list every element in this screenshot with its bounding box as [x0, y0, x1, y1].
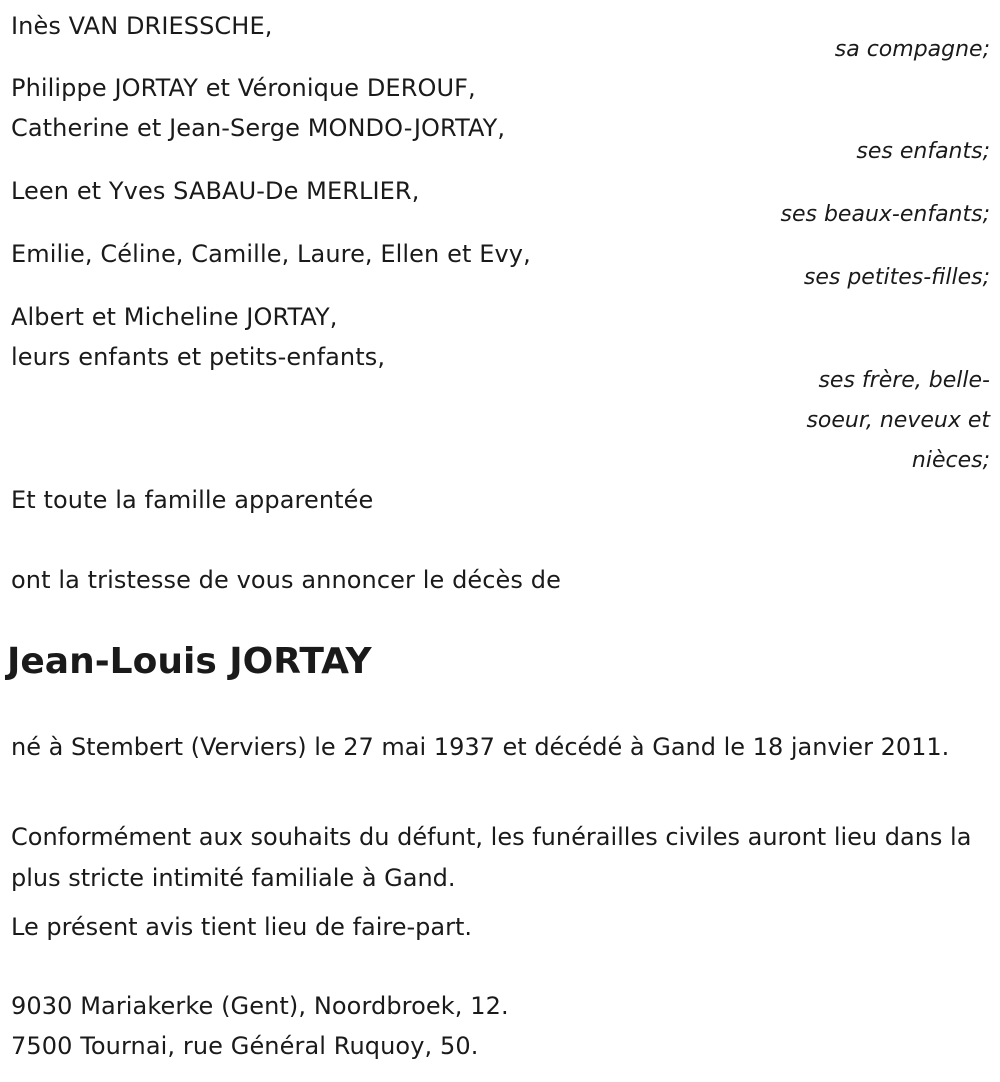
role-in-laws: ses beaux-enfants;	[780, 202, 990, 227]
family-line-8: Et toute la famille apparentée	[11, 486, 374, 514]
family-line-4: Leen et Yves SABAU-De MERLIER,	[11, 177, 420, 205]
deceased-name: Jean-Louis JORTAY	[7, 641, 372, 682]
family-line-2: Philippe JORTAY et Véronique DEROUF,	[11, 74, 476, 102]
family-line-3: Catherine et Jean-Serge MONDO-JORTAY,	[11, 114, 506, 142]
address-1: 9030 Mariakerke (Gent), Noordbroek, 12.	[11, 992, 509, 1020]
funeral-paragraph: Conformément aux souhaits du défunt, les funérailles civiles auront lieu dans la plus stricte intimité familiale à Gand.	[11, 823, 972, 892]
announcement-text: ont la tristesse de vous annoncer le décès de	[11, 566, 561, 594]
notice-paragraph: Le présent avis tient lieu de faire-part.	[11, 913, 473, 941]
family-line-6: Albert et Micheline JORTAY,	[11, 303, 338, 331]
role-siblings-line-3: nièces;	[911, 448, 990, 473]
family-line-1: Inès VAN DRIESSCHE,	[11, 12, 273, 40]
address-2: 7500 Tournai, rue Général Ruquoy, 50.	[11, 1032, 479, 1060]
role-companion: sa compagne;	[834, 37, 990, 62]
role-siblings	[770, 361, 990, 481]
birth-death-paragraph: né à Stembert (Verviers) le 27 mai 1937 et décédé à Gand le 18 janvier 2011.	[11, 733, 950, 761]
role-children: ses enfants;	[856, 139, 990, 164]
role-siblings-line-1: ses frère, belle-	[818, 368, 990, 393]
role-siblings-line-2: soeur, neveux et	[806, 408, 990, 433]
family-line-5: Emilie, Céline, Camille, Laure, Ellen et Evy,	[11, 240, 531, 268]
role-granddaughters: ses petites-filles;	[803, 265, 990, 290]
family-line-7: leurs enfants et petits-enfants,	[11, 343, 386, 371]
